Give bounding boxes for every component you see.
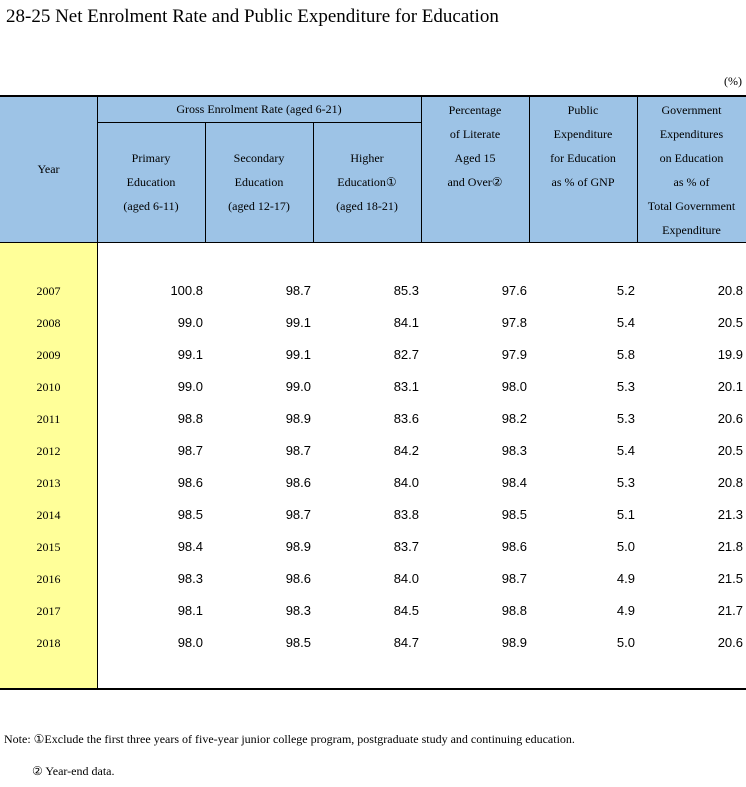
gnp-cell: 5.8 [616, 347, 635, 362]
primary-cell: 98.4 [177, 539, 203, 554]
primary-cell: 98.1 [177, 603, 203, 618]
header-line: (aged 6-11) [123, 199, 179, 213]
gnp-cell: 5.2 [616, 283, 635, 298]
secondary-cell: 98.9 [285, 411, 311, 426]
higher-cell: 85.3 [393, 283, 419, 298]
header-line: on Education [659, 151, 724, 165]
header-line: as % of [673, 175, 710, 189]
gnp-cell: 5.3 [616, 379, 635, 394]
year-cell: 2010 [36, 380, 61, 394]
header-line: and Over② [447, 175, 503, 189]
gov-cell: 19.9 [717, 347, 743, 362]
year-cell: 2008 [36, 316, 61, 330]
header-line: (aged 18-21) [336, 199, 398, 213]
literate-cell: 98.7 [501, 571, 527, 586]
year-cell: 2014 [36, 508, 61, 522]
year-column-background [0, 243, 97, 689]
primary-cell: 98.3 [177, 571, 203, 586]
year-cell: 2007 [36, 284, 61, 298]
gnp-cell: 5.3 [616, 411, 635, 426]
header-line: Total Government [647, 199, 736, 213]
higher-cell: 84.1 [393, 315, 419, 330]
year-cell: 2013 [36, 476, 61, 490]
gnp-cell: 5.4 [616, 315, 635, 330]
table-bottom-border [0, 688, 746, 690]
gov-cell: 20.8 [717, 283, 743, 298]
higher-cell: 84.0 [393, 475, 419, 490]
primary-cell: 100.8 [170, 283, 203, 298]
header-line: as % of GNP [551, 175, 615, 189]
primary-cell: 98.0 [177, 635, 203, 650]
secondary-cell: 99.1 [285, 315, 311, 330]
header-line: (aged 12-17) [228, 199, 290, 213]
note-2: ② Year-end data. [32, 764, 115, 778]
gnp-cell: 5.4 [616, 443, 635, 458]
gnp-cell: 5.0 [616, 539, 635, 554]
header-line: Public [567, 103, 599, 117]
header-line: Expenditures [659, 127, 724, 141]
gov-cell: 21.5 [717, 571, 743, 586]
literate-cell: 98.5 [501, 507, 527, 522]
higher-cell: 84.2 [393, 443, 419, 458]
header-line: Expenditure [553, 127, 613, 141]
gnp-cell: 5.1 [616, 507, 635, 522]
header-line: Education① [337, 175, 397, 189]
secondary-cell: 98.5 [285, 635, 311, 650]
secondary-cell: 99.1 [285, 347, 311, 362]
header-line: Education [234, 175, 284, 189]
gov-cell: 21.8 [717, 539, 743, 554]
secondary-cell: 98.6 [285, 475, 311, 490]
year-cell: 2017 [36, 604, 61, 618]
header-line: Secondary [233, 151, 285, 165]
header-bottom-border [0, 242, 746, 243]
primary-cell: 98.6 [177, 475, 203, 490]
year-cell: 2015 [36, 540, 61, 554]
header-line: Expenditure [662, 223, 721, 237]
gov-cell: 20.8 [717, 475, 743, 490]
gov-cell: 20.5 [717, 315, 743, 330]
gov-cell: 21.3 [717, 507, 743, 522]
gov-cell: 20.6 [717, 411, 743, 426]
gov-cell: 20.1 [717, 379, 743, 394]
header-line: for Education [550, 151, 616, 165]
secondary-cell: 98.9 [285, 539, 311, 554]
gross-group-underline [97, 122, 421, 123]
higher-cell: 84.0 [393, 571, 419, 586]
higher-cell: 83.7 [393, 539, 419, 554]
higher-cell: 83.6 [393, 411, 419, 426]
header-line: Primary [131, 151, 171, 165]
secondary-cell: 98.7 [285, 283, 311, 298]
gnp-cell: 4.9 [616, 571, 635, 586]
literate-cell: 98.2 [501, 411, 527, 426]
year-cell: 2018 [36, 636, 61, 650]
secondary-cell: 98.6 [285, 571, 311, 586]
year-cell: 2016 [36, 572, 61, 586]
header-line: Education [126, 175, 176, 189]
year-cell: 2011 [36, 412, 61, 426]
primary-cell: 99.1 [177, 347, 203, 362]
literate-cell: 98.8 [501, 603, 527, 618]
unit-label: (%) [724, 74, 742, 88]
gov-cell: 20.6 [717, 635, 743, 650]
header-year: Year [37, 162, 60, 176]
gov-cell: 20.5 [717, 443, 743, 458]
literate-cell: 98.3 [501, 443, 527, 458]
literate-cell: 98.4 [501, 475, 527, 490]
secondary-cell: 99.0 [285, 379, 311, 394]
higher-cell: 83.1 [393, 379, 419, 394]
higher-cell: 83.8 [393, 507, 419, 522]
header-gross-enrolment: Gross Enrolment Rate (aged 6-21) [176, 102, 342, 116]
literate-cell: 97.8 [501, 315, 527, 330]
primary-cell: 98.7 [177, 443, 203, 458]
note-1: Note: ①Exclude the first three years of five-year junior college program, postgraduate study and continuing education. [4, 732, 575, 746]
header-line: Government [661, 103, 722, 117]
header-line: of Literate [449, 127, 501, 141]
primary-cell: 98.5 [177, 507, 203, 522]
literate-cell: 98.9 [501, 635, 527, 650]
header-line: Percentage [448, 103, 502, 117]
gnp-cell: 5.3 [616, 475, 635, 490]
header-line: Aged 15 [454, 151, 496, 165]
higher-cell: 84.7 [393, 635, 419, 650]
primary-cell: 99.0 [177, 315, 203, 330]
secondary-cell: 98.7 [285, 507, 311, 522]
primary-cell: 99.0 [177, 379, 203, 394]
literate-cell: 97.9 [501, 347, 527, 362]
gov-cell: 21.7 [717, 603, 743, 618]
page-title: 28-25 Net Enrolment Rate and Public Expenditure for Education [6, 6, 499, 27]
literate-cell: 98.0 [501, 379, 527, 394]
year-cell: 2012 [36, 444, 61, 458]
header-line: Higher [350, 151, 384, 165]
gnp-cell: 5.0 [616, 635, 635, 650]
primary-cell: 98.8 [177, 411, 203, 426]
year-cell: 2009 [36, 348, 61, 362]
secondary-cell: 98.3 [285, 603, 311, 618]
literate-cell: 98.6 [501, 539, 527, 554]
literate-cell: 97.6 [501, 283, 527, 298]
secondary-cell: 98.7 [285, 443, 311, 458]
higher-cell: 84.5 [393, 603, 419, 618]
higher-cell: 82.7 [393, 347, 419, 362]
gnp-cell: 4.9 [616, 603, 635, 618]
